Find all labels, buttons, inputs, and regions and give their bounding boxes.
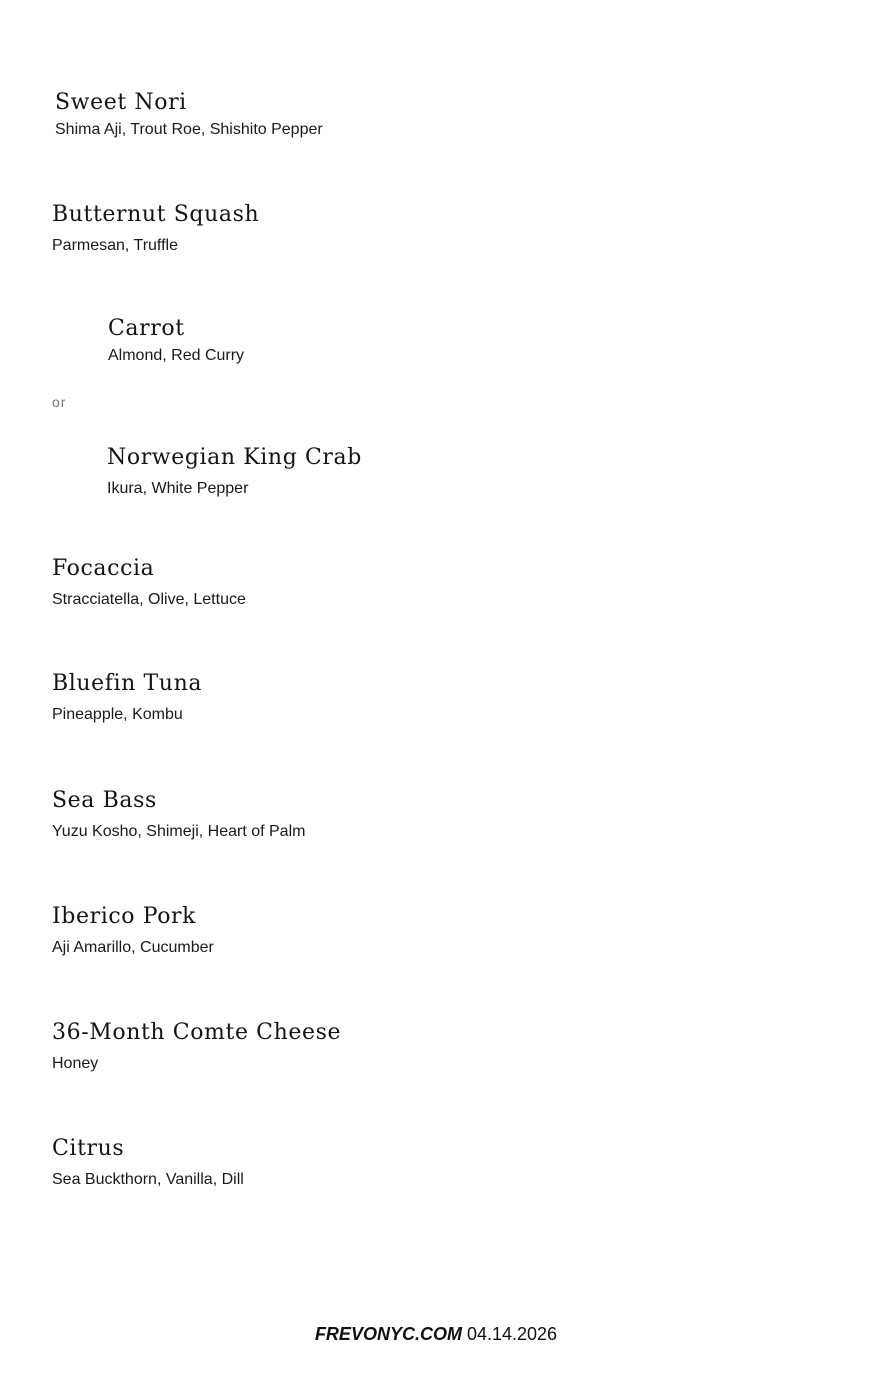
course-name: Butternut Squash (52, 202, 260, 227)
course-comte-cheese (52, 1020, 341, 1074)
course-citrus (52, 1136, 244, 1190)
course-focaccia (52, 556, 246, 610)
course-name: Sea Bass (52, 788, 157, 813)
course-description: Stracciatella, Olive, Lettuce (52, 591, 246, 608)
course-name: 36-Month Comte Cheese (52, 1020, 342, 1045)
course-name: Iberico Pork (52, 904, 197, 929)
course-description: Aji Amarillo, Cucumber (52, 939, 214, 956)
course-sweet-nori (55, 90, 323, 140)
course-sea-bass (52, 788, 305, 842)
footer-date: 04.14.2026 (466, 1324, 558, 1344)
course-butternut-squash (52, 202, 259, 256)
course-description: Honey (52, 1055, 99, 1072)
course-description: Yuzu Kosho, Shimeji, Heart of Palm (52, 823, 306, 840)
course-name: Focaccia (52, 556, 155, 581)
course-description: Almond, Red Curry (108, 347, 245, 364)
course-description: Sea Buckthorn, Vanilla, Dill (52, 1171, 244, 1188)
course-name: Bluefin Tuna (52, 671, 203, 696)
course-iberico-pork (52, 904, 214, 958)
course-description: Shima Aji, Trout Roe, Shishito Pepper (55, 121, 323, 138)
course-description: Ikura, White Pepper (107, 480, 249, 497)
or-separator: or (52, 394, 67, 410)
course-name: Carrot (108, 316, 185, 341)
course-name: Citrus (52, 1136, 125, 1161)
course-name: Norwegian King Crab (107, 445, 362, 470)
course-description: Parmesan, Truffle (52, 237, 178, 254)
course-description: Pineapple, Kombu (52, 706, 183, 723)
course-norwegian-king-crab (107, 445, 362, 499)
footer-website: FREVONYC.COM (314, 1324, 462, 1344)
course-bluefin-tuna (52, 671, 202, 725)
footer (0, 1324, 872, 1345)
course-carrot (108, 316, 244, 366)
course-name: Sweet Nori (55, 90, 187, 115)
